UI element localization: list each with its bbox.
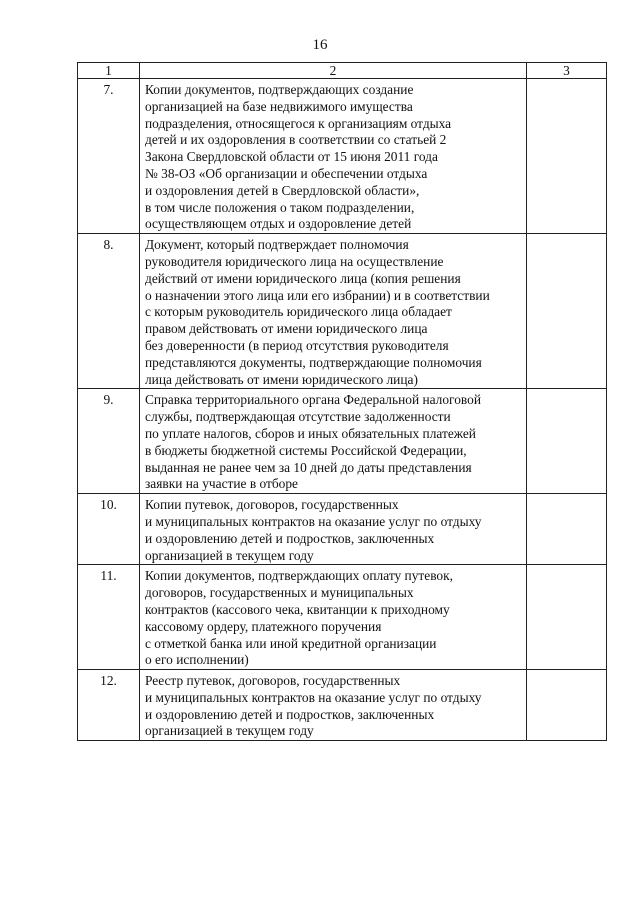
row-description: Копии документов, подтверждающих создание организацией на базе недвижимого имущества подразделения, относящегося к организациям отдыха детей и их оздоровления в соответствии со статьей 2 Закона Свердловской области от 15 июня 2011 года № 38-ОЗ «Об организации и обеспечении отдыха и оздоровления детей в Свердловской области», в том числе положения о таком подразделении, осуществляющем отдых и оздоровление детей bbox=[140, 79, 527, 234]
table-row bbox=[78, 389, 607, 494]
row-note-cell bbox=[527, 234, 607, 389]
row-number: 8. bbox=[78, 234, 140, 389]
row-note-cell bbox=[527, 494, 607, 565]
row-description: Документ, который подтверждает полномочия руководителя юридического лица на осуществление действий от имени юридического лица (копия решения о назначении этого лица или его избрании) и в соответствии с которым руководитель юридического лица обладает правом действовать от имени юридического лица без доверенности (в период отсутствия руководителя представляются документы, подтверждающие полномочия лица действовать от имени юридического лица) bbox=[140, 234, 527, 389]
table-header-row bbox=[78, 63, 607, 79]
table-row bbox=[78, 565, 607, 670]
row-number: 11. bbox=[78, 565, 140, 670]
column-header-number: 1 bbox=[78, 63, 140, 79]
column-header-note: 3 bbox=[527, 63, 607, 79]
page-number: 16 bbox=[312, 37, 328, 53]
row-number: 10. bbox=[78, 494, 140, 565]
table-row bbox=[78, 79, 607, 234]
row-number: 9. bbox=[78, 389, 140, 494]
documents-table bbox=[77, 62, 607, 741]
row-description: Копии документов, подтверждающих оплату путевок, договоров, государственных и муниципальных контрактов (кассового чека, квитанции к приходному кассовому ордеру, платежного поручения с отметкой банка или иной кредитной организации о его исполнении) bbox=[140, 565, 527, 670]
row-number: 12. bbox=[78, 670, 140, 741]
table-row bbox=[78, 234, 607, 389]
row-note-cell bbox=[527, 670, 607, 741]
row-description: Реестр путевок, договоров, государственных и муниципальных контрактов на оказание услуг по отдыху и оздоровлению детей и подростков, заключенных организацией в текущем году bbox=[140, 670, 527, 741]
column-header-document: 2 bbox=[140, 63, 527, 79]
row-note-cell bbox=[527, 389, 607, 494]
row-description: Копии путевок, договоров, государственных и муниципальных контрактов на оказание услуг по отдыху и оздоровлению детей и подростков, заключенных организацией в текущем году bbox=[140, 494, 527, 565]
table-row bbox=[78, 670, 607, 741]
table-row bbox=[78, 494, 607, 565]
row-note-cell bbox=[527, 565, 607, 670]
row-note-cell bbox=[527, 79, 607, 234]
row-number: 7. bbox=[78, 79, 140, 234]
row-description: Справка территориального органа Федеральной налоговой службы, подтверждающая отсутствие задолженности по уплате налогов, сборов и иных обязательных платежей в бюджеты бюджетной системы Российской Федерации, выданная не ранее чем за 10 дней до даты представления заявки на участие в отборе bbox=[140, 389, 527, 494]
